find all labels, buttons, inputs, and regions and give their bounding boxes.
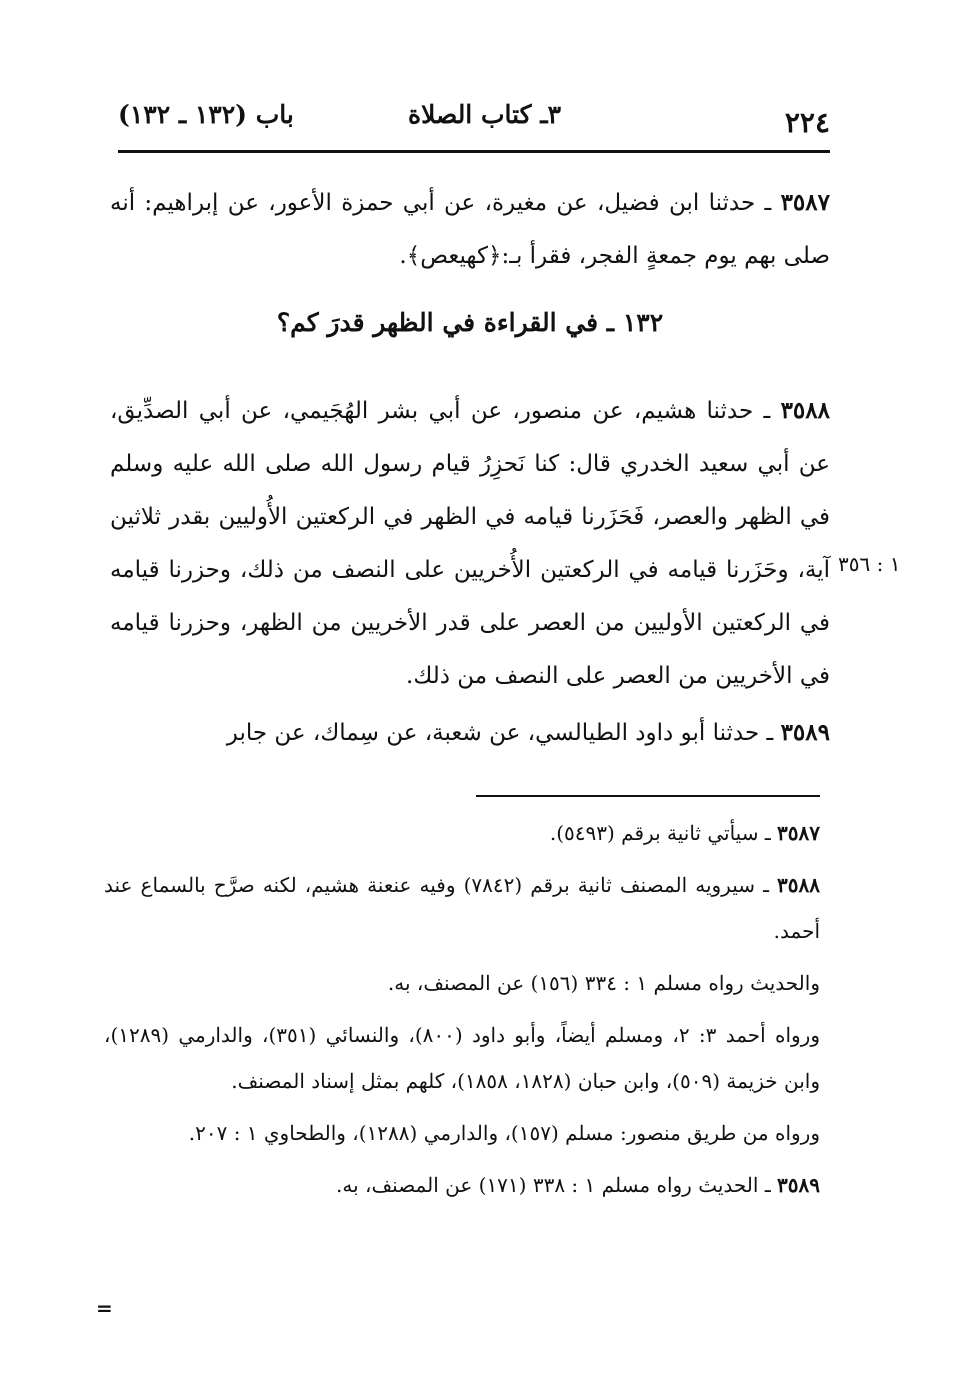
footnote-divider [476,795,820,797]
footnote-text: ـ الحديث رواه مسلم ١ : ٣٣٨ (١٧١) عن المصنف، به. [336,1173,771,1197]
chapter-heading: ١٣٢ ـ في القراءة في الظهر قدرَ كم؟ [276,308,664,337]
footnote-text: ـ سيرويه المصنف ثانية برقم (٧٨٤٢) وفيه عنعنة هشيم، لكنه صرَّح بالسماع عند أحمد. [104,873,820,943]
footnote [104,810,820,856]
footnote-number: ٣٥٨٧ [777,821,820,845]
hadith-number: ٣٥٨٨ [780,397,830,424]
footnote [104,862,820,954]
footnote [104,960,820,1006]
hadith-text: ـ حدثنا هشيم، عن منصور، عن أبي بشر الهُجَيمي، عن أبي الصدِّيق، عن أبي سعيد الخدري قال: كنا نَحزِرُ قيام رسول الله صلى الله عليه وسلم في الظهر والعصر، فَحَزَرنا قيامه في الظهر في الركعتين الأُوليين بقدر ثلاثين آية، وحَزَرنا قيامه في الركعتين الأُخريين على النصف من ذلك، وحزرنا قيامه في الركعتين الأوليين من العصر على قدر الأخريين من الظهر، وحزرنا قيامه في الأخريين من العصر على النصف من ذلك. [110,398,830,689]
footnote [104,1162,820,1208]
hadith-number: ٣٥٨٧ [780,189,830,216]
footnote-text: ورواه أحمد ٣: ٢، ومسلم أيضاً، وأبو داود (٨٠٠)، والنسائي (٣٥١)، والدارمي (١٢٨٩)، وابن خزيمة (٥٠٩)، وابن حبان (١٨٢٨، ١٨٥٨)، كلهم بمثل إسناد المصنف. [104,1023,820,1093]
hadith-3587 [110,176,830,283]
hadith-number: ٣٥٨٩ [780,719,830,746]
hadith-text: ـ حدثنا أبو داود الطيالسي، عن شعبة، عن سِماك، عن جابر [226,720,774,746]
footnote-text: ـ سيأتي ثانية برقم (٥٤٩٣). [549,821,771,845]
end-mark: = [96,1296,113,1320]
margin-reference: ١ : ٣٥٦ [838,552,901,576]
footnote-text: ورواه من طريق منصور: مسلم (١٥٧)، والدارمي (١٢٨٨)، والطحاوي ١ : ٢٠٧. [188,1121,820,1145]
book-title: ٣ـ كتاب الصلاة [408,100,562,129]
footnote-number: ٣٥٨٨ [777,873,821,897]
footnote [104,1012,820,1104]
page-number: ٢٢٤ [784,106,830,139]
hadith-text: ـ حدثنا ابن فضيل، عن مغيرة، عن أبي حمزة الأعور، عن إبراهيم: أنه صلى بهم يوم جمعةٍ الفجر، فقرأ بـ:﴿كهيعص﴾. [110,190,830,269]
hadith-3588 [110,384,830,703]
header-divider [118,150,830,153]
footnotes [104,810,820,1214]
page-header [118,96,830,148]
footnote-number: ٣٥٨٩ [777,1173,820,1197]
footnote-text: والحديث رواه مسلم ١ : ٣٣٤ (١٥٦) عن المصنف، به. [387,971,820,995]
chapter-range: باب (١٣٢ ـ ١٣٢) [118,100,294,129]
footnote [104,1110,820,1156]
hadith-3589 [110,706,830,760]
